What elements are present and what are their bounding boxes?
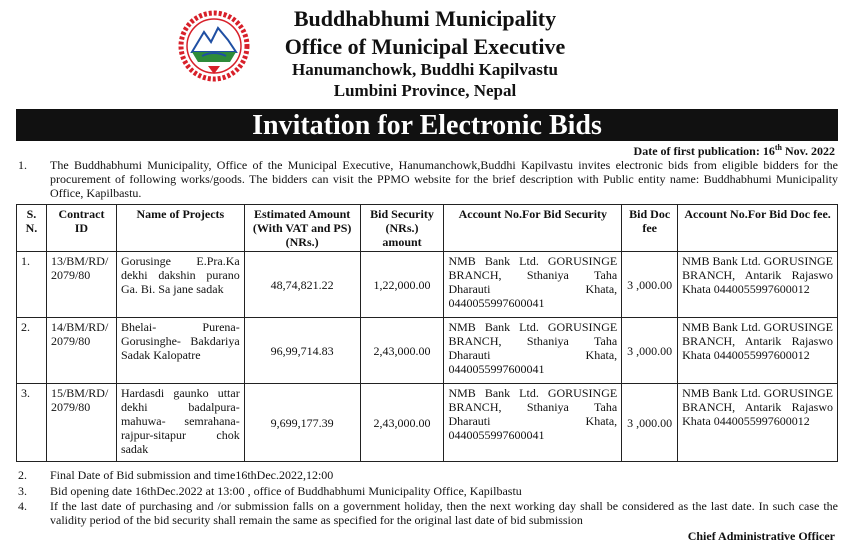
header-account: Account No.For Bid Security xyxy=(444,205,622,252)
office-address: Hanumanchowk, Buddhi Kapilvastu xyxy=(292,60,558,79)
intro-paragraph: The Buddhabhumi Municipality, Office of the Municipal Executive, Hanumanchowk,Buddhi Kapilvastu invites electronic bids from eligible bidders for the procurement of following works/goods. The bidders can visit the PPMO website for the brief description with Public entity name: Buddhabhumi Municipality Office, Kapilbastu. xyxy=(50,158,838,200)
cell-sn: 2. xyxy=(17,318,47,384)
province-name: Lumbini Province, Nepal xyxy=(333,81,517,100)
note-number: 2. xyxy=(18,468,27,482)
nepal-emblem-icon xyxy=(178,10,250,82)
table-row xyxy=(17,252,838,318)
cell-fee: 3 ,000.00 xyxy=(622,384,678,462)
publication-date: Date of first publication: 16th Nov. 2022 xyxy=(633,143,835,158)
cell-fee: 3 ,000.00 xyxy=(622,252,678,318)
table-row xyxy=(17,318,838,384)
cell-security: 2,43,000.00 xyxy=(360,384,444,462)
cell-account: NMB Bank Ltd. GORUSINGE BRANCH, Sthaniya Taha Dharauti Khata, 0440055997600041 xyxy=(444,318,622,384)
municipality-name: Buddhabhumi Municipality xyxy=(293,6,557,31)
cell-account: NMB Bank Ltd. GORUSINGE BRANCH, Sthaniya Taha Dharauti Khata, 0440055997600041 xyxy=(444,252,622,318)
cell-security: 2,43,000.00 xyxy=(360,318,444,384)
header-sn: S. N. xyxy=(17,205,47,252)
cell-account: NMB Bank Ltd. GORUSINGE BRANCH, Sthaniya Taha Dharauti Khata, 0440055997600041 xyxy=(444,384,622,462)
table-header-row xyxy=(17,205,838,252)
table-row xyxy=(17,384,838,462)
note-text: If the last date of purchasing and /or submission falls on a government holiday, then the next working day shall be considered as the last date. In such case the validity period of the bid security shall remain the same as specified for the original last date of bid submission xyxy=(50,499,838,527)
cell-estimate: 96,99,714.83 xyxy=(244,318,360,384)
header-project: Name of Projects xyxy=(116,205,244,252)
cell-project: Gorusinge E.Pra.Ka dekhi dakshin purano Ga. Bi. Sa jane sadak xyxy=(116,252,244,318)
note-number: 3. xyxy=(18,484,27,498)
cell-contract-id: 14/BM/RD/ 2079/80 xyxy=(46,318,116,384)
notice-banner: Invitation for Electronic Bids xyxy=(16,109,838,141)
cell-security: 1,22,000.00 xyxy=(360,252,444,318)
cell-fee-account: NMB Bank Ltd. GORUSINGE BRANCH, Antarik Rajaswo Khata 0440055997600012 xyxy=(678,318,838,384)
cell-sn: 3. xyxy=(17,384,47,462)
cell-project: Bhelai- Purena- Gorusinghe- Bakdariya Sadak Kalopatre xyxy=(116,318,244,384)
header-security: Bid Security (NRs.) amount xyxy=(360,205,444,252)
cell-contract-id: 13/BM/RD/ 2079/80 xyxy=(46,252,116,318)
signature-title: Chief Administrative Officer xyxy=(687,529,835,543)
cell-estimate: 48,74,821.22 xyxy=(244,252,360,318)
cell-sn: 1. xyxy=(17,252,47,318)
cell-fee: 3 ,000.00 xyxy=(622,318,678,384)
cell-fee-account: NMB Bank Ltd. GORUSINGE BRANCH, Antarik Rajaswo Khata 0440055997600012 xyxy=(678,252,838,318)
intro-number: 1. xyxy=(18,158,27,172)
header-contract-id: Contract ID xyxy=(46,205,116,252)
cell-fee-account: NMB Bank Ltd. GORUSINGE BRANCH, Antarik Rajaswo Khata 0440055997600012 xyxy=(678,384,838,462)
cell-project: Hardasdi gaunko uttar dekhi badalpura-mahuwa- semrahana-rajpur-sitapur chok sadak xyxy=(116,384,244,462)
cell-estimate: 9,699,177.39 xyxy=(244,384,360,462)
header-estimate: Estimated Amount (With VAT and PS) (NRs.) xyxy=(244,205,360,252)
note-number: 4. xyxy=(18,499,27,513)
header-fee-account: Account No.For Bid Doc fee. xyxy=(678,205,838,252)
office-name: Office of Municipal Executive xyxy=(284,34,566,59)
note-text: Bid opening date 16thDec.2022 at 13:00 , office of Buddhabhumi Municipality Office, Kapilbastu xyxy=(50,484,522,498)
bids-table xyxy=(16,204,838,462)
cell-contract-id: 15/BM/RD/ 2079/80 xyxy=(46,384,116,462)
note-text: Final Date of Bid submission and time16thDec.2022,12:00 xyxy=(50,468,334,482)
header-fee: Bid Doc fee xyxy=(622,205,678,252)
